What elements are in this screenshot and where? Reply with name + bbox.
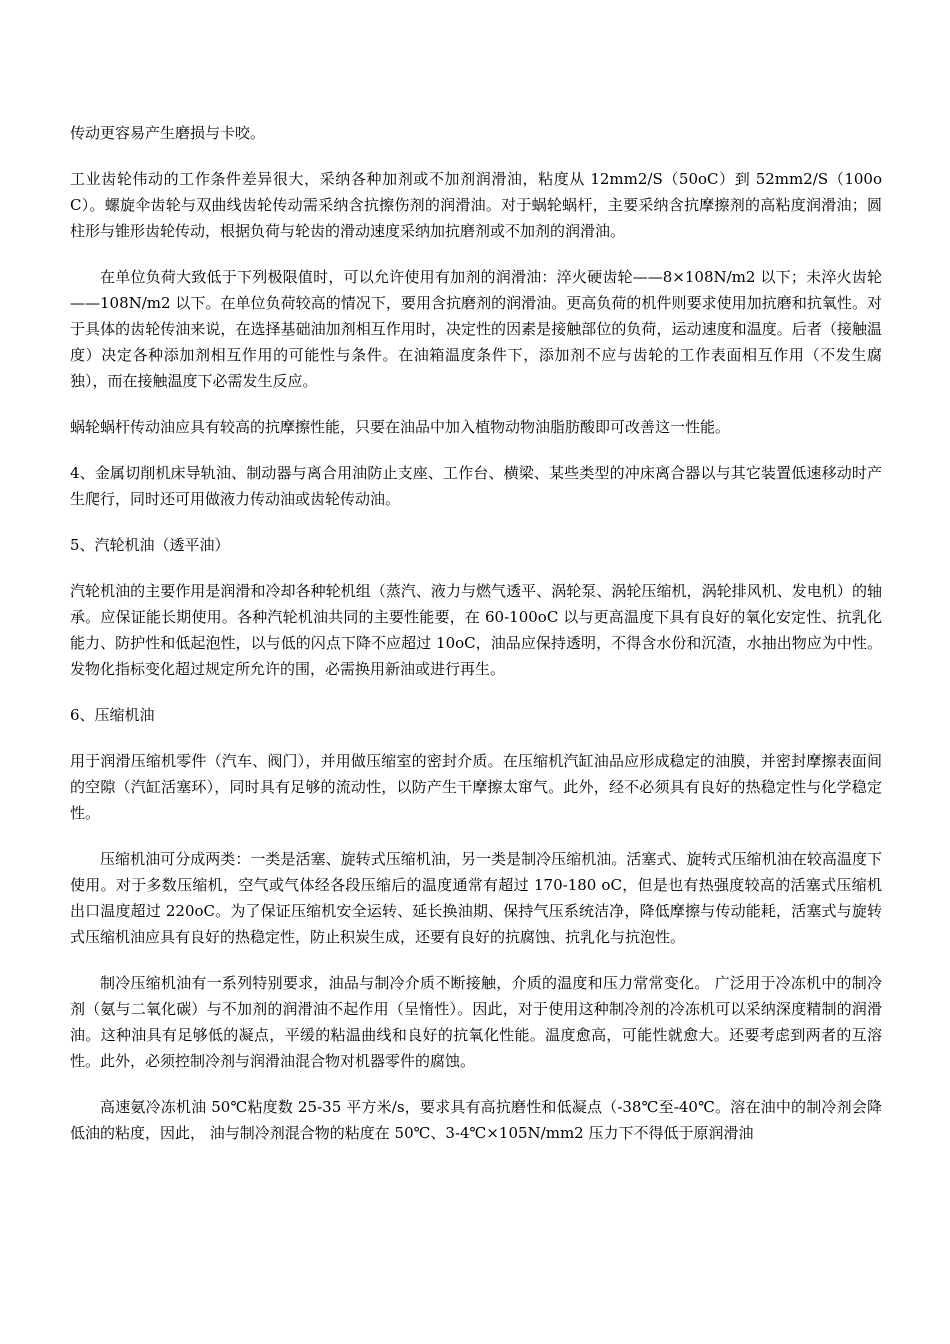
paragraph-section-4-guideway-oil: 4、金属切削机床导轨油、制动器与离合用油防止支座、工作台、横梁、某些类型的冲床离合器以与其它装置低速移动时产生爬行，同时还可用做液力传动油或齿轮传动油。 [70,464,882,508]
section-heading-turbine-oil: 5、汽轮机油（透平油） [70,536,230,554]
paragraph-ammonia-refrigeration-oil: 高速氨冷冻机油 50℃粘度数 25-35 平方米/s，要求具有高抗磨性和低凝点（-38℃至-40℃。溶在油中的制冷剂会降低油的粘度，因此， 油与制冷剂混合物的粘度在 50℃、3-4℃×105N/mm2 压力下不得低于原润滑油 [70,1098,882,1142]
paragraph-industrial-gear-oil: 工业齿轮伟动的工作条件差异很大，采纳各种加剂或不加剂润滑油，粘度从 12mm2/S（50oC）到 52mm2/S（100oC）。螺旋伞齿轮与双曲线齿轮传动需采纳含抗擦伤剂的润滑油。对于蜗轮蜗杆，主要采纳含抗摩擦剂的高粘度润滑油；圆柱形与锥形齿轮传动，根据负荷与轮齿的滑动速度采纳加抗磨剂或不加剂的润滑油。 [70,170,882,240]
paragraph-compressor-oil-types: 压缩机油可分成两类：一类是活塞、旋转式压缩机油，另一类是制冷压缩机油。活塞式、旋转式压缩机油在较高温度下使用。对于多数压缩机，空气或气体经各段压缩后的温度通常有超过 170-180 oC，但是也有热强度较高的活塞式压缩机出口温度超过 220oC。为了保证压缩机安全运转、延长换油期、保持气压系统洁净，降低摩擦与传动能耗，活塞式与旋转式压缩机油应具有良好的热稳定性，防止积炭生成，还要有良好的抗腐蚀、抗乳化与抗泡性。 [70,850,882,946]
document-body [70,120,882,1146]
paragraph-turbine-oil: 汽轮机油的主要作用是润滑和冷却各种轮机组（蒸汽、液力与燃气透平、涡轮泵、涡轮压缩机，涡轮排风机、发电机）的轴承。应保证能长期使用。各种汽轮机油共同的主要性能要，在 60-100oC 以与更高温度下具有良好的氧化安定性、抗乳化能力、防护性和低起泡性，以与低的闪点下降不应超过 10oC，油品应保持透明，不得含水份和沉渣，水抽出物应为中性。发物化指标变化超过规定所允许的围，必需换用新油或进行再生。 [70,582,882,678]
paragraph-gear-wear: 传动更容易产生磨损与卡咬。 [70,124,266,142]
paragraph-load-limits: 在单位负荷大致低于下列极限值时，可以允许使用有加剂的润滑油：淬火硬齿轮——8×108N/m2 以下；未淬火齿轮——108N/m2 以下。在单位负荷较高的情况下，要用含抗磨剂的润滑油。更高负荷的机件则要求使用加抗磨和抗氧性。对于具体的齿轮传油来说，在选择基础油加剂相互作用时，决定性的因素是接触部位的负荷，运动速度和温度。后者（接触温度）决定各种添加剂相互作用的可能性与条件。在油箱温度条件下，添加剂不应与齿轮的工作表面相互作用（不发生腐独），而在接触温度下必需发生反应。 [70,268,882,390]
paragraph-worm-gear-oil: 蜗轮蜗杆传动油应具有较高的抗摩擦性能，只要在油品中加入植物动物油脂肪酸即可改善这一性能。 [70,418,731,436]
paragraph-compressor-oil-purpose: 用于润滑压缩机零件（汽车、阀门），并用做压缩室的密封介质。在压缩机汽缸油品应形成稳定的油膜，并密封摩擦表面间的空隙（汽缸活塞环），同时具有足够的流动性，以防产生干摩擦太窜气。此外，经不必须具有良好的热稳定性与化学稳定性。 [70,752,882,822]
paragraph-refrigeration-compressor-oil: 制冷压缩机油有一系列特别要求，油品与制冷介质不断接触，介质的温度和压力常常变化。 广泛用于冷冻机中的制冷剂（氨与二氧化碳）与不加剂的润滑油不起作用（呈惰性）。因此，对于使用这种制冷剂的冷冻机可以采纳深度精制的润滑油。这种油具有足够低的凝点，平缓的粘温曲线和良好的抗氧化性能。温度愈高，可能性就愈大。还要考虑到两者的互溶性。此外，必须控制冷剂与润滑油混合物对机器零件的腐蚀。 [70,974,882,1070]
section-heading-compressor-oil: 6、压缩机油 [70,706,155,724]
